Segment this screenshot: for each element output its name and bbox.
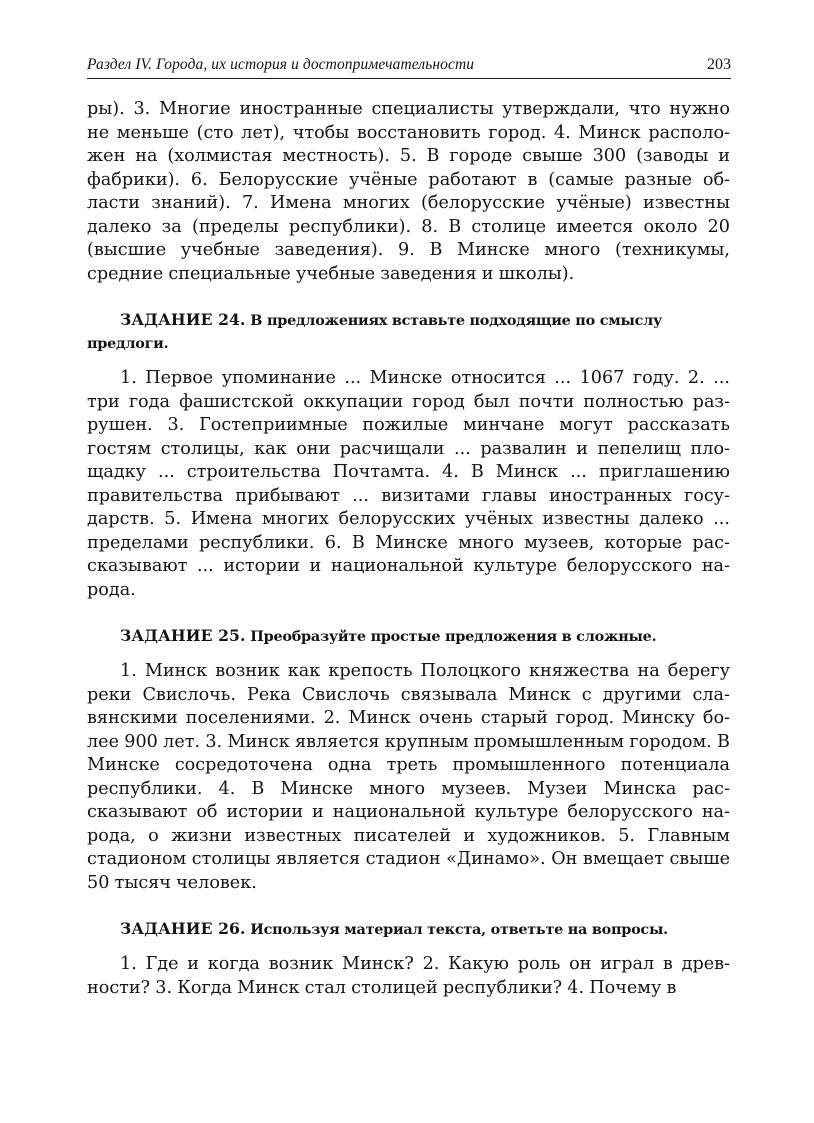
task-26-heading (87, 917, 730, 941)
task-24-label: ЗАДАНИЕ 24. (120, 310, 246, 329)
running-title: Раздел IV. Города, их история и достопримечательности (87, 56, 475, 73)
page-header (87, 52, 731, 79)
task-25-instruction: Преобразуйте простые предложения в сложные. (250, 628, 657, 645)
page-number: 203 (707, 56, 731, 73)
task-24-heading (87, 308, 730, 355)
page-content (87, 98, 730, 1000)
task-24-instruction: В предложениях вставьте подходящие по смыслу предлоги. (87, 312, 663, 352)
task-26-body: 1. Где и когда возник Минск? 2. Какую роль он играл в древности? 3. Когда Минск стал столицей республики? 4. Почему в (87, 954, 730, 998)
task-26-instruction: Используя материал текста, ответьте на вопросы. (250, 921, 668, 938)
continuation-paragraph: ры). 3. Многие иностранные специалисты утверждали, что нужно не меньше (сто лет), чтобы восстановить город. 4. Минск расположен на (холмистая местность). 5. В городе свыше 300 (заводы и фабрики). 6. Белорусские учёные работают в (самые разные области знаний). 7. Имена многих (белорусские учёные) известны далеко за (пределы республики). 8. В столице имеется около 20 (высшие учебные заведения). 9. В Минске много (техникумы, средние специальные учебные заведения и школы). (87, 99, 730, 284)
task-24-body: 1. Первое упоминание ... Минске относится ... 1067 году. 2. ... три года фашистской оккупации город был почти полностью разрушен. 3. Гостеприимные пожилые минчане могут рассказать гостям столицы, как они расчищали ... развалин и пепелищ площадку ... строительства Почтамта. 4. В Минск ... приглашению правительства прибывают ... визитами главы иностранных государств. 5. Имена многих белорусских учёных известны далеко ... пределами республики. 6. В Минске много музеев, которые рассказывают ... истории и национальной культуре белорусского народа. (87, 368, 730, 600)
task-26-label: ЗАДАНИЕ 26. (120, 919, 246, 938)
task-25-body: 1. Минск возник как крепость Полоцкого княжества на берегу реки Свислочь. Река Свислочь связывала Минск с другими славянскими поселениями. 2. Минск очень старый город. Минску более 900 лет. 3. Минск является крупным промышленным городом. В Минске сосредоточена одна треть промышленного потенциала республики. 4. В Минске много музеев. Музеи Минска рассказывают об истории и национальной культуре белорусского народа, о жизни известных писателей и художников. 5. Главным стадионом столицы является стадион «Динамо». Он вмещает свыше 50 тысяч человек. (87, 661, 730, 893)
task-25-label: ЗАДАНИЕ 25. (120, 626, 246, 645)
task-25-heading (87, 624, 730, 648)
